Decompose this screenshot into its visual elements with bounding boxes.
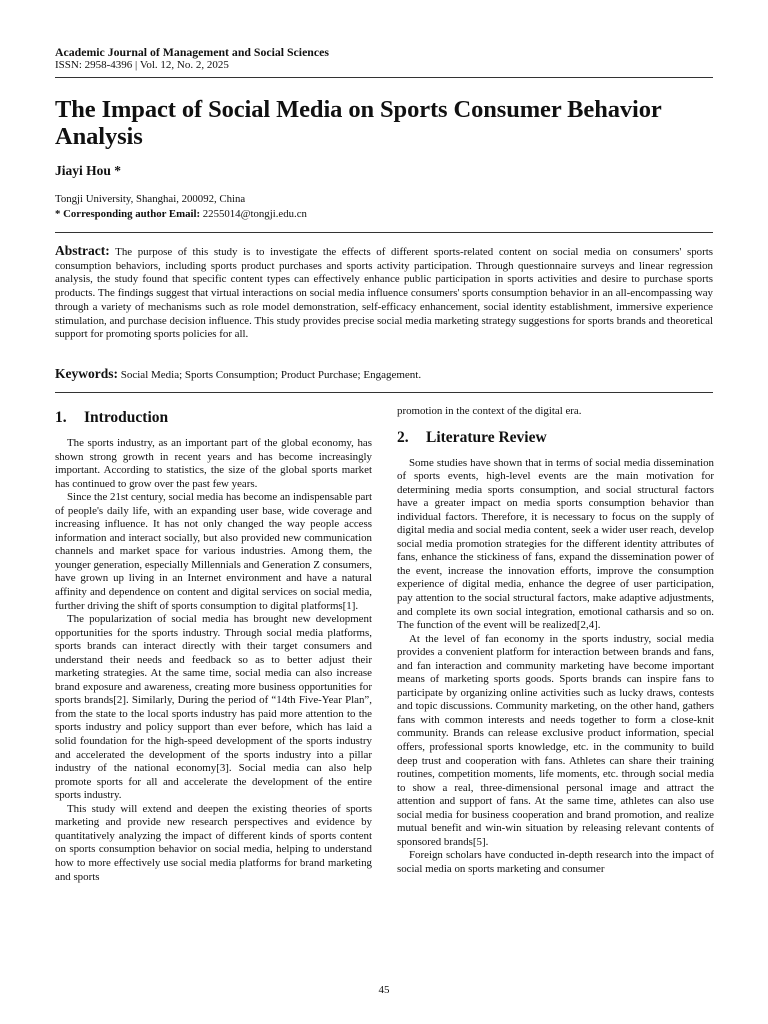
section-heading-literature-review [397,429,714,447]
paragraph: Some studies have shown that in terms of social media dissemination of sports events, high-level events are the main motivation for determining media sports consumption, and social structural factors have a greater impact on media sports consumption behavior than individual factors. Therefore, it is necessary to focus on the supply of digital media and social media content, seek a wider user reach, develop social media promotion strategies for the different identity attributes of fans, enhance the stickiness of fans, expand the dissemination power of the event, increase the innovation efforts, improve the consumption experience of digital media, enhance the degree of user participation, pay attention to the social structural factors, make adaptive adjustments, and complete its own social integration, emotional catharsis and so on. The function of the event will be realized[2,4]. [397,456,714,632]
affiliation-block [55,192,715,222]
affiliation: Tongji University, Shanghai, 200092, China [55,193,246,205]
section-title: Literature Review [426,428,547,446]
abstract-divider [55,392,713,393]
keywords-label: Keywords: [55,366,118,381]
paragraph: At the level of fan economy in the sports industry, social media provides a convenient platform for interaction between brands and fans, and fan interaction and community marketing have become important means of marketing sports goods. Sports brands can inspire fans to participate by organizing online activities such as lucky draws, contests and topic discussions. Community marketing, on the other hand, gathers fans with common interests and needs together to form a close-knit community. Brands can release exclusive product information, special offers, professional sports knowledge, etc. in the community to build deep trust and cooperation with fans. Athletes can share their training routines, competition moments, life moments, etc. through social media to show a real, three-dimensional personal image and attract the attention and support of fans. At the same time, athletes can also use social media for business cooperation and brand promotion, and realize mutual benefit and win-win situation by releasing relevant contents of sponsored brands[5]. [397,632,714,848]
paragraph: This study will extend and deepen the existing theories of sports marketing and provide new research perspectives and evidence by quantitatively analyzing the impact of different kinds of sports content on sports consumption behavior on social media, helping to understand how to more effectively use social media platforms for brand marketing and sports [55,802,372,883]
left-column [55,405,372,884]
paragraph: Since the 21st century, social media has become an indispensable part of people's daily life, with an expanding user base, wide coverage and increasing influence. It has not only changed the way people access information and interact socially, but also provided new communication channels and market space for various industries. Among them, the younger generation, especially Millennials and Generation Z consumers, have grown up living in an Internet environment and have a natural affinity and dependence on content and digital services on social media, further driving the shift of sports consumption to digital platforms[1]. [55,491,372,612]
journal-issn: ISSN: 2958-4396 | Vol. 12, No. 2, 2025 [55,59,229,71]
page-number: 45 [378,984,390,996]
section-title: Introduction [84,409,169,426]
corresponding-author [55,207,715,222]
keywords-text: Social Media; Sports Consumption; Product Purchase; Engagement. [120,369,422,381]
paper-title: The Impact of Social Media on Sports Consumer Behavior Analysis [55,96,662,150]
section-number: 2. [397,428,409,446]
section-heading-introduction [55,409,372,427]
right-column [397,405,714,877]
keywords [55,366,713,382]
journal-header [55,45,715,72]
section-number: 1. [55,409,67,426]
paragraph: The sports industry, as an important part of the global economy, has shown strong growth in recent years and has become increasingly important. According to statistics, the size of the global sports market has continued to grow over the past few years. [55,437,372,490]
corresponding-label: * Corresponding author Email: [55,208,201,220]
journal-name: Academic Journal of Management and Social Sciences [55,45,329,59]
paragraph: Foreign scholars have conducted in-depth research into the impact of social media on sports marketing and consumer [397,849,714,875]
paragraph-continuation: promotion in the context of the digital era. [397,405,582,417]
paragraph: The popularization of social media has brought new development opportunities for the sports industry. Through social media platforms, sports brands can interact directly with their target consumers and understand their needs and feedback so as to better adjust their marketing strategies. At the same time, social media can also increase brand exposure and awareness, creating more business opportunities for sports brands[2]. Similarly, During the period of “14th Five-Year Plan”, from the state to the local sports industry has paid more attention to the sports industry and policy support than ever before, which has laid a solid foundation for the high-speed development of the sports industry and accelerated the development of the sports industry into a pillar industry of the national economy[3]. Social media can also help promote sports for all and accelerate the development of the entire sports industry. [55,613,372,802]
abstract-label: Abstract: [55,243,110,258]
author-name: Jiayi Hou * [55,163,122,178]
corresponding-email: 2255014@tongji.edu.cn [202,208,307,220]
affiliation-divider [55,232,713,233]
abstract [55,244,713,342]
abstract-text: The purpose of this study is to investigate the effects of different sports-related content on social media on consumers' sports consumption behaviors, including sports product purchases and sports activity participation. Through questionnaire surveys and linear regression analysis, the study found that specific content types can effectively enhance public participation in sports activities and desire to purchase sports products. The findings suggest that virtual interactions on social media influence consumers' sports consumption behavior in an all-encompassing way through a variety of mechanisms such as role model demonstration, self-efficacy enhancement, social identity establishment, immersive experience stimulation, and purchase decision influence. This study provides precise social media marketing strategy suggestions for sports brands and theoretical support for promoting sports policies for all. [55,246,713,341]
header-divider [55,77,713,78]
